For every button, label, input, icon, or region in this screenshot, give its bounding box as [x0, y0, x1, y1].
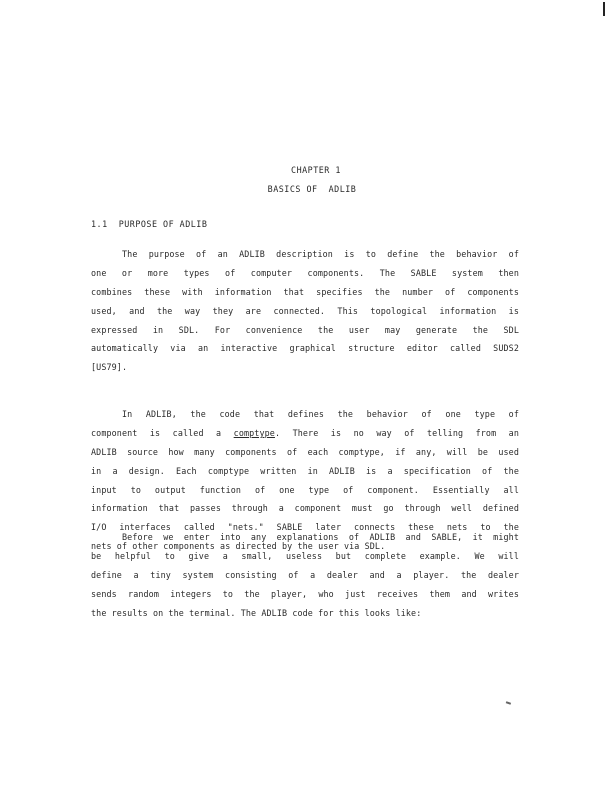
paragraph-line: In ADLIB, the code that defines the behavior of one type of [122, 409, 519, 419]
paragraph-purpose [91, 245, 519, 377]
paragraph-line: Before we enter into any explanations of ADLIB and SABLE, it might [122, 532, 519, 542]
paragraph-line: define a tiny system consisting of a dealer and a player. the dealer [91, 569, 519, 580]
paragraph-line-comptype [91, 424, 519, 443]
page-edge-mark [603, 2, 605, 16]
comptype-trail-text: . There is no way of telling from an [274, 427, 519, 438]
section-heading: 1.1 PURPOSE OF ADLIB [91, 219, 208, 229]
paragraph-line: automatically via an interactive graphical structure editor called SUDS2 [91, 343, 519, 354]
comptype-term: comptype [233, 427, 275, 438]
paragraph-line: information that passes through a component must go through well defined [91, 503, 519, 514]
paragraph-line: in a design. Each comptype written in ADLIB is a specification of the [91, 465, 519, 476]
paragraph-line: input to output function of one type of component. Essentially all [91, 484, 519, 495]
comptype-lead-text: component is called a [91, 427, 234, 438]
paragraph-line: used, and the way they are connected. This topological information is [91, 305, 519, 316]
paragraph-line: ADLIB source how many components of each comptype, if any, will be used [91, 446, 519, 457]
paragraph-line: the results on the terminal. The ADLIB code for this looks like: [91, 607, 422, 618]
paragraph-line: expressed in SDL. For convenience the user may generate the SDL [91, 324, 519, 335]
paragraph-line: sends random integers to the player, who just receives them and writes [91, 588, 519, 599]
chapter-number: CHAPTER 1 [291, 165, 341, 175]
paragraph-line: [US79]. [91, 362, 128, 373]
paragraph-example [91, 528, 519, 622]
paragraph-line: I/O interfaces called "nets." SABLE later connects these nets to the [91, 522, 519, 533]
paragraph-line: nets of other components as directed by the user via SDL. [91, 541, 386, 552]
stray-mark [506, 701, 511, 704]
paragraph-line: one or more types of computer components. The SABLE system then [91, 267, 519, 278]
paragraph-line: be helpful to give a small, useless but complete example. We will [91, 550, 519, 561]
paragraph-line: The purpose of an ADLIB description is to define the behavior of [122, 249, 519, 259]
paragraph-line: combines these with information that specifies the number of components [91, 286, 519, 297]
chapter-title: BASICS OF ADLIB [267, 184, 357, 194]
